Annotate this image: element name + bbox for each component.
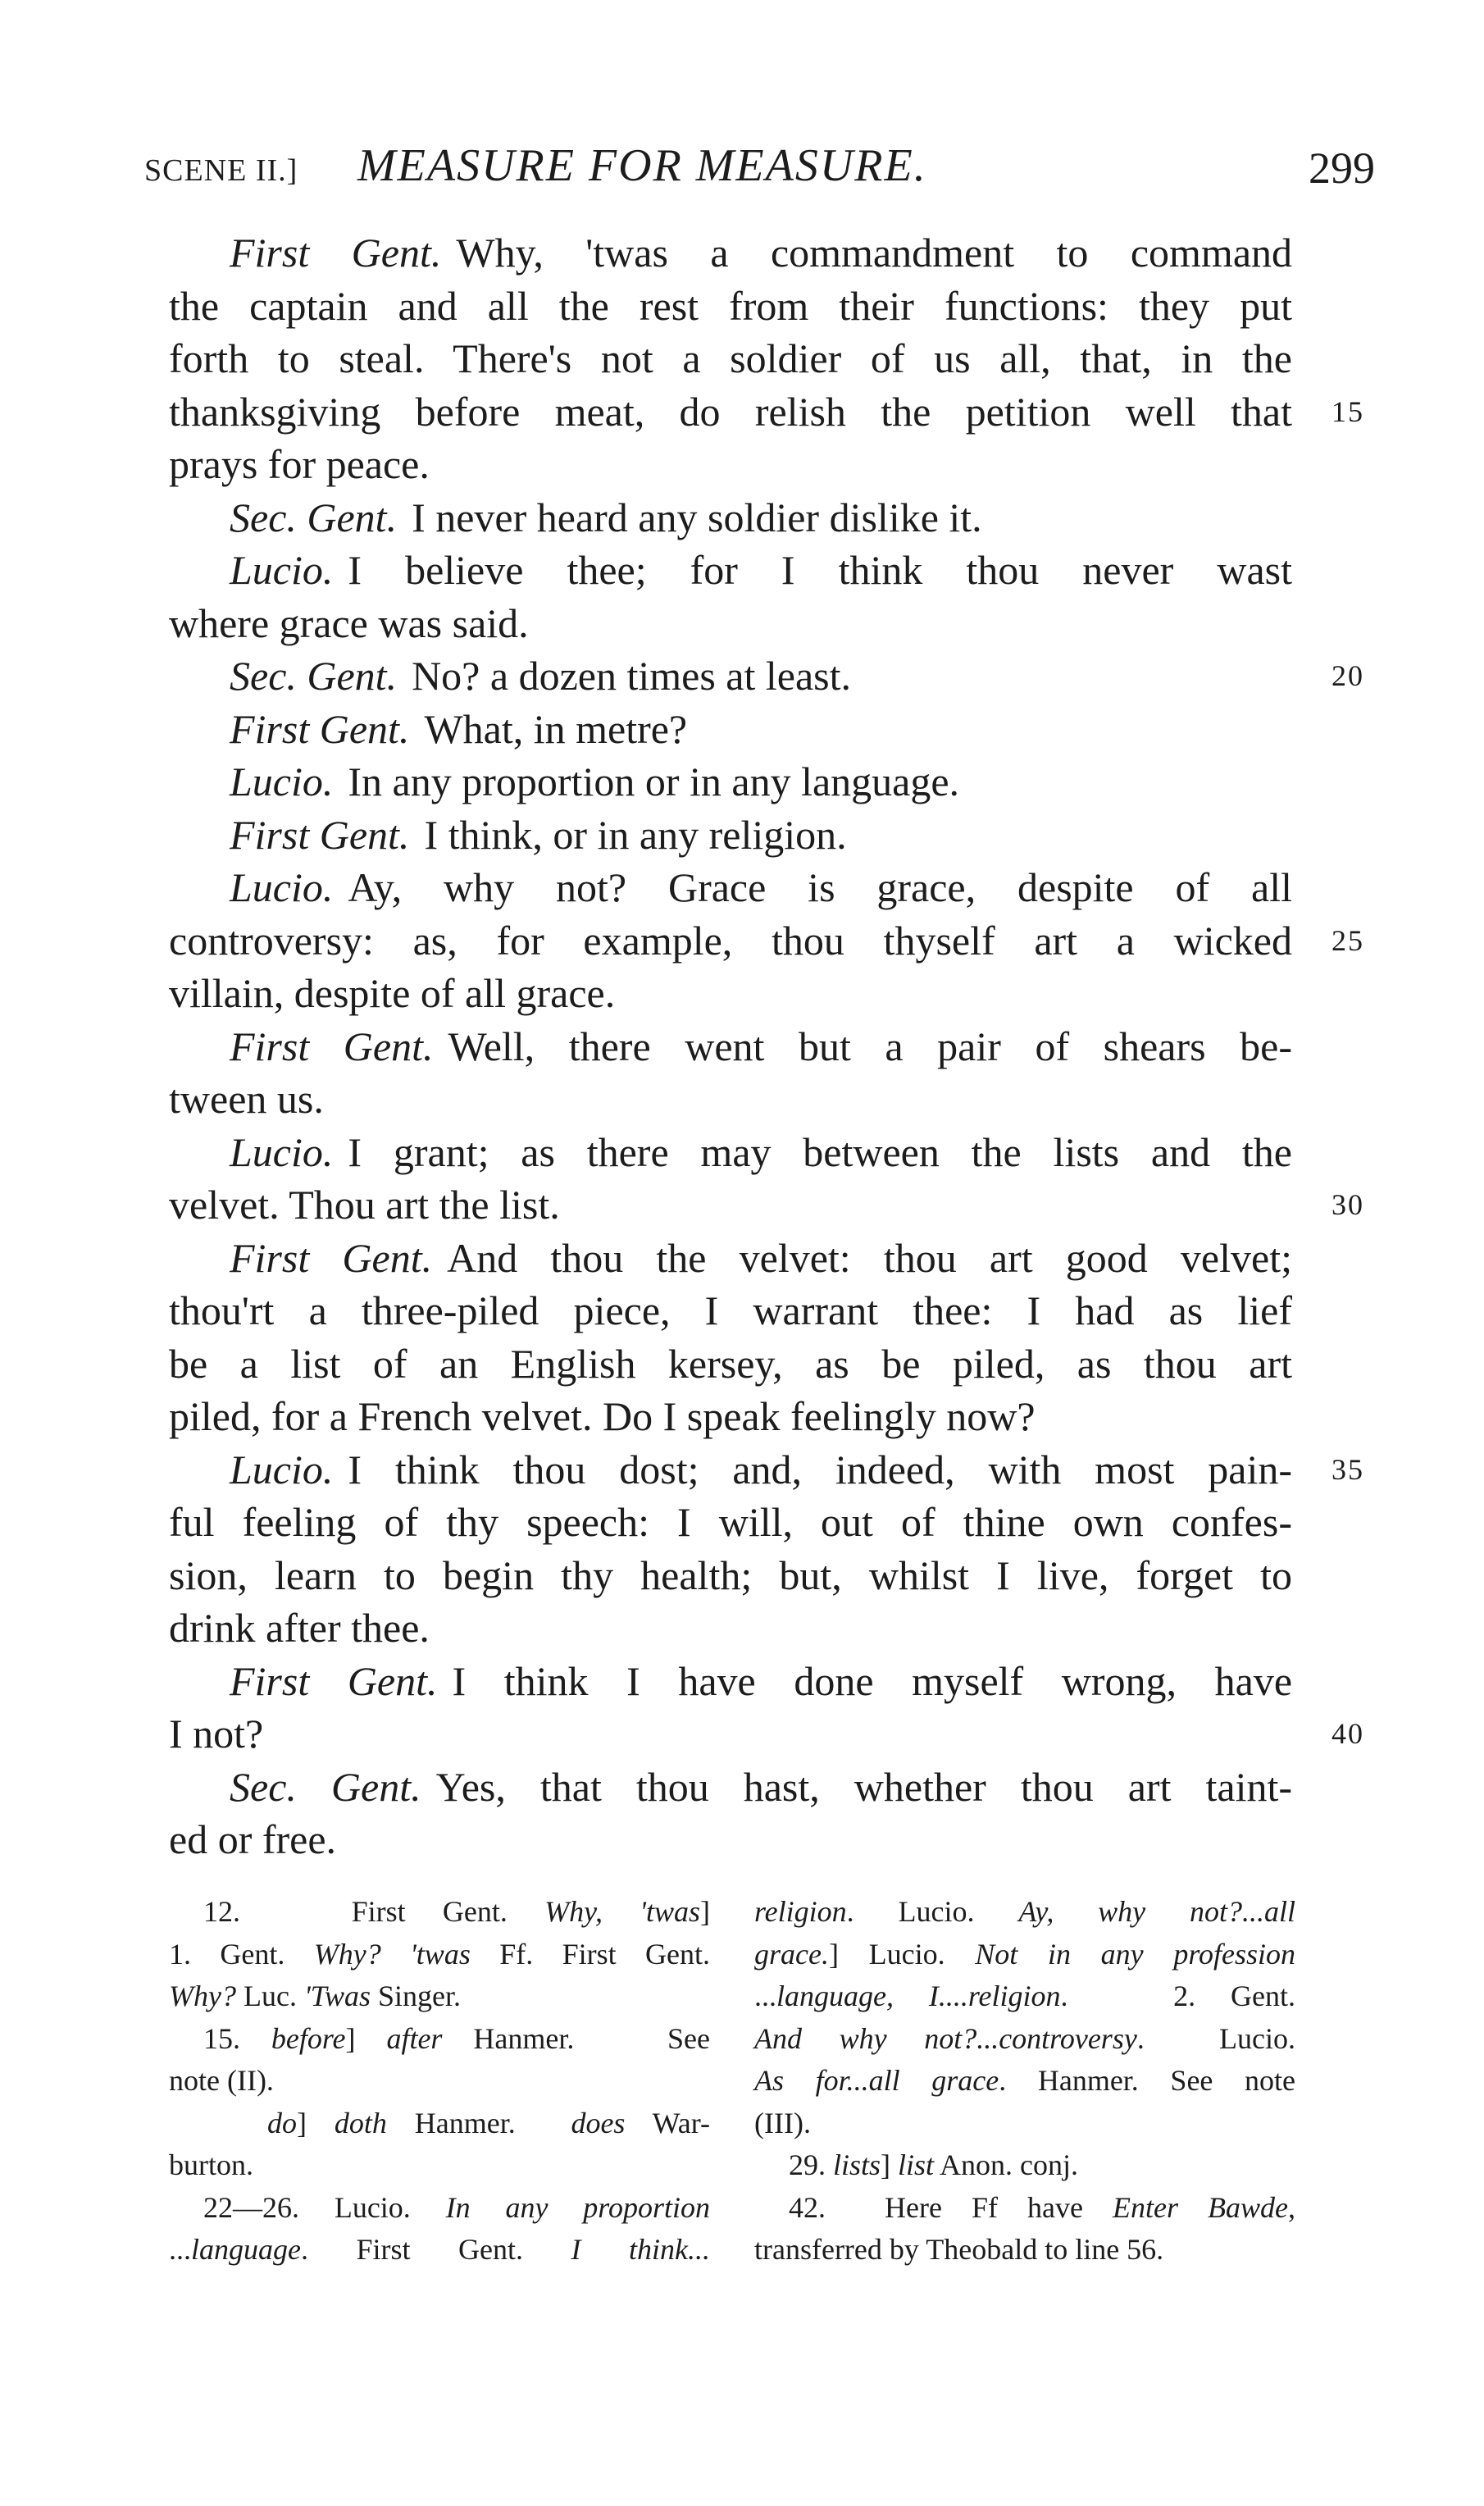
line-number: 15 bbox=[1332, 394, 1364, 428]
line-text: And thou the velvet: thou art good velvet; bbox=[447, 1234, 1292, 1281]
line-text: drink after thee. bbox=[169, 1605, 430, 1651]
line-number: 35 bbox=[1332, 1452, 1364, 1486]
speaker-name: First Gent. bbox=[230, 1657, 438, 1704]
play-text bbox=[169, 226, 1364, 1866]
text-line bbox=[169, 1655, 1292, 1708]
line-number: 20 bbox=[1332, 659, 1364, 692]
text-line bbox=[169, 1020, 1292, 1073]
speaker-name: Sec. Gent. bbox=[230, 653, 398, 699]
line-text: thou'rt a three-piled piece, I warrant thee: I had as lief bbox=[169, 1287, 1292, 1333]
text-line bbox=[169, 1761, 1292, 1814]
speaker-name: First Gent. bbox=[230, 811, 410, 858]
line-text: I think I have done myself wrong, have bbox=[452, 1657, 1293, 1704]
text-line bbox=[169, 226, 1292, 280]
speaker-name: First Gent. bbox=[230, 230, 442, 276]
footnote-line: As for...all grace. Hanmer. See note bbox=[754, 2064, 1295, 2097]
line-text: No? a dozen times at least. bbox=[412, 653, 851, 699]
footnote-line: transferred by Theobald to line 56. bbox=[754, 2233, 1164, 2266]
line-text: piled, for a French velvet. Do I speak feelingly now? bbox=[169, 1393, 1036, 1439]
footnote-line: grace.] Lucio. Not in any profession bbox=[754, 1937, 1296, 1971]
speaker-name: First Gent. bbox=[230, 1023, 434, 1069]
speaker-name: Lucio. bbox=[230, 1128, 334, 1175]
text-line bbox=[169, 438, 1292, 491]
line-text: forth to steal. There's not a soldier of us all, that, in the bbox=[169, 335, 1292, 381]
footnote-line: 12. First Gent. Why, 'twas] bbox=[203, 1895, 710, 1928]
footnote-line: 29. lists] list Anon. conj. bbox=[789, 2148, 1079, 2181]
text-line bbox=[169, 1390, 1292, 1443]
scene-label: SCENE II.] bbox=[144, 153, 298, 188]
text-line bbox=[169, 1284, 1292, 1337]
footnotes-left-column bbox=[169, 1891, 710, 2271]
page-number: 299 bbox=[1309, 144, 1375, 193]
line-text: Yes, that thou hast, whether thou art taint- bbox=[435, 1763, 1293, 1810]
text-line bbox=[169, 385, 1364, 439]
footnote-line: note (II). bbox=[169, 2064, 274, 2097]
footnote-line: ...language, I....religion. 2. Gent. bbox=[754, 1980, 1295, 2012]
footnote-line: 42. Here Ff have Enter Bawde, bbox=[789, 2190, 1295, 2224]
text-line bbox=[169, 544, 1292, 597]
line-text: Well, there went but a pair of shears be- bbox=[448, 1023, 1293, 1069]
line-number: 25 bbox=[1332, 923, 1364, 957]
speaker-name: Sec. Gent. bbox=[230, 1763, 421, 1810]
line-text: What, in metre? bbox=[424, 705, 688, 752]
footnote-line: (III). bbox=[754, 2106, 811, 2139]
footnote-line: 22—26. Lucio. In any proportion bbox=[203, 2190, 710, 2224]
text-line bbox=[169, 491, 1292, 544]
line-text: be a list of an English kersey, as be piled, as thou art bbox=[169, 1340, 1292, 1387]
footnote-line: burton. bbox=[169, 2148, 253, 2181]
line-text: I think thou dost; and, indeed, with most pain- bbox=[348, 1446, 1292, 1492]
speaker-name: First Gent. bbox=[230, 705, 410, 752]
running-header bbox=[144, 139, 1374, 205]
line-text: I think, or in any religion. bbox=[424, 811, 847, 858]
line-number: 30 bbox=[1332, 1188, 1364, 1221]
text-line bbox=[169, 967, 1292, 1020]
footnote-line: And why not?...controversy. Lucio. bbox=[754, 2021, 1295, 2055]
text-line bbox=[169, 1496, 1292, 1549]
text-line bbox=[169, 332, 1292, 385]
text-line bbox=[169, 1602, 1292, 1655]
footnote-line: ...language. First Gent. I think... bbox=[169, 2233, 710, 2266]
text-line bbox=[169, 1073, 1292, 1126]
speaker-name: Sec. Gent. bbox=[230, 494, 398, 540]
text-line bbox=[169, 649, 1364, 703]
speaker-name: Lucio. bbox=[230, 864, 334, 910]
line-text: ful feeling of thy speech: I will, out of thine own confes- bbox=[169, 1499, 1292, 1545]
line-text: the captain and all the rest from their functions: they put bbox=[169, 282, 1292, 329]
line-text: ed or free. bbox=[169, 1816, 337, 1862]
line-text: controversy: as, for example, thou thyself art a wicked bbox=[169, 917, 1292, 964]
line-text: velvet. Thou art the list. bbox=[169, 1182, 560, 1228]
text-line bbox=[169, 1337, 1292, 1391]
text-line bbox=[169, 1549, 1292, 1602]
speaker-name: Lucio. bbox=[230, 1446, 334, 1492]
text-line bbox=[169, 1126, 1292, 1179]
line-text: sion, learn to begin thy health; but, whilst I live, forget to bbox=[169, 1551, 1292, 1598]
line-text: I not? bbox=[169, 1711, 264, 1756]
footnote-line: do] doth Hanmer. does War- bbox=[267, 2106, 710, 2139]
footnote-line: 15. before] after Hanmer. See bbox=[203, 2021, 711, 2055]
text-line bbox=[169, 755, 1292, 809]
line-number: 40 bbox=[1332, 1717, 1364, 1750]
text-line bbox=[169, 1813, 1292, 1866]
line-text: Ay, why not? Grace is grace, despite of all bbox=[348, 864, 1292, 910]
text-line bbox=[169, 861, 1292, 914]
line-text: I grant; as there may between the lists and the bbox=[348, 1128, 1292, 1175]
text-line bbox=[169, 809, 1292, 862]
line-text: Why, 'twas a commandment to command bbox=[456, 230, 1293, 276]
footnote-line: Why? Luc. 'Twas Singer. bbox=[169, 1980, 462, 2012]
line-text: I believe thee; for I think thou never wast bbox=[348, 547, 1292, 593]
footnote-line: 1. Gent. Why? 'twas Ff. First Gent. bbox=[169, 1937, 710, 1971]
line-text: I never heard any soldier dislike it. bbox=[412, 494, 982, 540]
text-line bbox=[169, 1232, 1292, 1285]
page-title: MEASURE FOR MEASURE. bbox=[357, 140, 927, 191]
speaker-name: Lucio. bbox=[230, 547, 334, 593]
line-text: tween us. bbox=[169, 1076, 324, 1122]
line-text: where grace was said. bbox=[169, 599, 529, 646]
text-line bbox=[169, 597, 1292, 650]
text-line bbox=[169, 1443, 1364, 1497]
footnote-line: religion. Lucio. Ay, why not?...all bbox=[754, 1895, 1295, 1928]
text-line bbox=[169, 914, 1364, 968]
text-line bbox=[169, 280, 1292, 333]
line-text: In any proportion or in any language. bbox=[348, 759, 960, 804]
speaker-name: Lucio. bbox=[230, 759, 334, 804]
text-line bbox=[169, 1178, 1364, 1232]
line-text: villain, despite of all grace. bbox=[169, 970, 616, 1016]
line-text: prays for peace. bbox=[169, 441, 430, 487]
text-line bbox=[169, 703, 1292, 756]
footnotes-right-column bbox=[754, 1891, 1295, 2271]
line-text: thanksgiving before meat, do relish the petition well that bbox=[169, 388, 1292, 435]
speaker-name: First Gent. bbox=[230, 1234, 433, 1281]
text-line bbox=[169, 1707, 1364, 1761]
